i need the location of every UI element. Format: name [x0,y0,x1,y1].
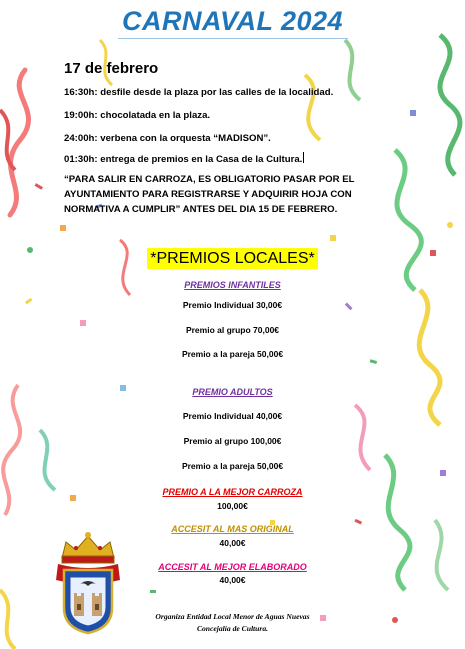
title-underline [118,38,348,39]
carroza-heading: PREMIO A LA MEJOR CARROZA [162,487,303,497]
adultos-heading: PREMIO ADULTOS [192,387,273,397]
prize-line: Premio Individual 40,00€ [182,411,283,421]
schedule-item: 24:00h: verbena con la orquesta “MADISON”. [64,133,271,144]
infantiles-heading: PREMIOS INFANTILES [184,280,281,290]
schedule-item: 19:00h: chocolatada en la plaza. [64,110,211,121]
event-date: 17 de febrero [64,60,159,77]
original-heading: ACCESIT AL MAS ORIGINAL [171,524,294,534]
organizer-line: Concejalía de Cultura. [196,624,269,633]
schedule-item: 01:30h: entrega de premios en la Casa de la Cultura. [64,154,303,165]
carroza-amount: 100,00€ [217,501,248,511]
carroza-notice: “PARA SALIR EN CARROZA, ES OBLIGATORIO PASAR POR EL AYUNTAMIENTO PARA REGISTRARSE Y ADQUIRIR HOJA CON NORMATIVA A CUMPLIR” ANTES DEL DIA 15 DE FEBRERO. [64,174,355,215]
text-cursor [303,152,304,163]
organizer-line: Organiza Entidad Local Menor de Aguas Nuevas [155,612,310,621]
prize-line: Premio Individual 30,00€ [182,300,283,310]
prize-line: Premio al grupo 100,00€ [183,436,282,446]
elaborado-amount: 40,00€ [219,575,246,585]
prize-line: Premio al grupo 70,00€ [185,325,280,335]
original-amount: 40,00€ [219,538,246,548]
premios-locales-header: *PREMIOS LOCALES* [147,248,318,269]
poster-title: CARNAVAL 2024 [121,6,344,36]
prize-line: Premio a la pareja 50,00€ [181,349,284,359]
schedule-item-with-cursor [64,152,304,165]
elaborado-heading: ACCESIT AL MEJOR ELABORADO [158,562,307,572]
prize-line: Premio a la pareja 50,00€ [181,461,284,471]
schedule-item: 16:30h: desfile desde la plaza por las calles de la localidad. [64,87,334,98]
coat-of-arms-icon [52,530,124,635]
